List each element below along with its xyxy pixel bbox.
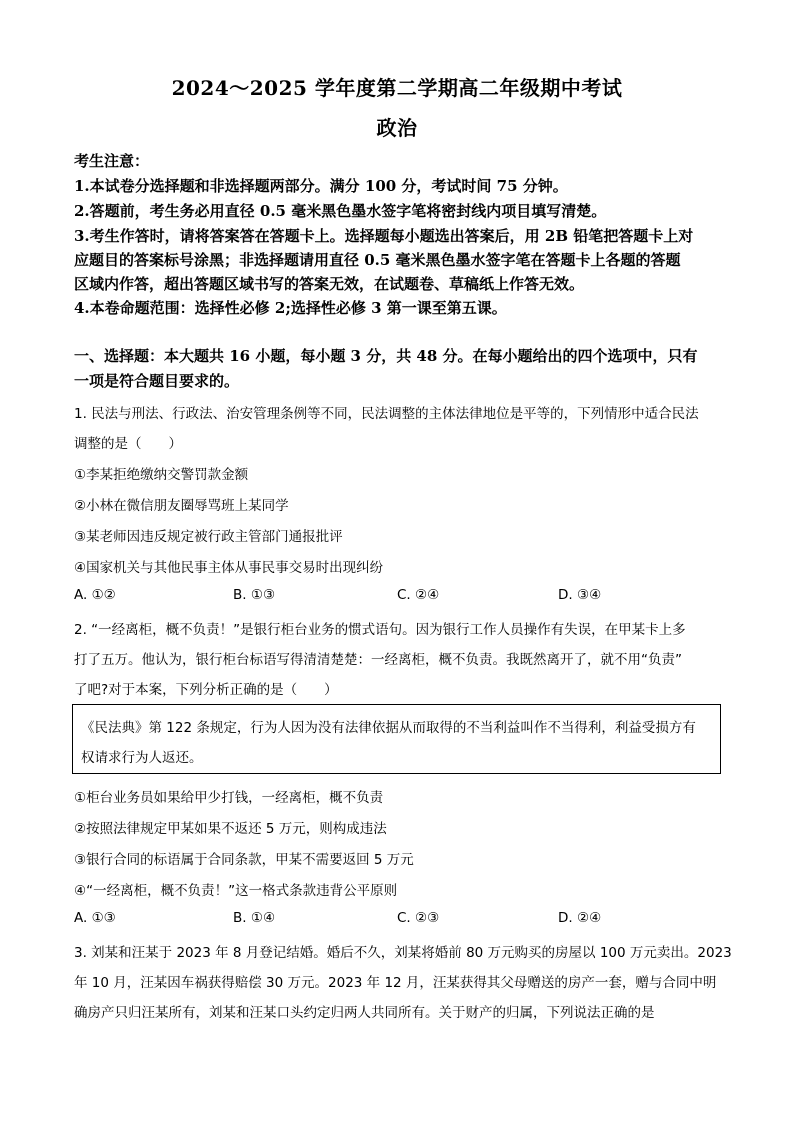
option-d: D. ③④ — [558, 587, 602, 603]
option-d: D. ②④ — [558, 910, 602, 926]
question-2-item: ①柜台业务员如果给甲少打钱，一经离柜，概不负责 — [74, 790, 384, 806]
question-2-item: ③银行合同的标语属于合同条款，甲某不需要返回 5 万元 — [74, 852, 414, 868]
question-1-item: ①李某拒绝缴纳交警罚款金额 — [74, 467, 249, 483]
option-b: B. ①④ — [233, 910, 276, 926]
quote-box — [72, 704, 721, 774]
question-3-stem: 年 10 月，汪某因车祸获得赔偿 30 万元。2023 年 12 月，汪某获得其父母赠送的房产一套，赠与合同中明 — [74, 975, 717, 991]
notice-item: 应题目的答案标号涂黑；非选择题请用直径 0.5 毫米黑色墨水签字笔在答题卡上各题的答题 — [74, 251, 681, 269]
section-heading: 一、选择题：本大题共 16 小题，每小题 3 分，共 48 分。在每小题给出的四个选项中，只有 — [74, 347, 698, 365]
question-2-item: ④“一经离柜，概不负责！”这一格式条款违背公平原则 — [74, 883, 398, 899]
question-1-item: ④国家机关与其他民事主体从事民事交易时出现纠纷 — [74, 560, 384, 576]
question-2-stem: 了吧?对于本案，下列分析正确的是（ ） — [74, 682, 338, 698]
question-2-item: ②按照法律规定甲某如果不返还 5 万元，则构成违法 — [74, 821, 387, 837]
option-c: C. ②④ — [397, 587, 440, 603]
question-3-stem: 确房产只归汪某所有，刘某和汪某口头约定归两人共同所有。关于财产的归属，下列说法正确的是 — [74, 1005, 655, 1021]
question-1-stem: 调整的是（ ） — [74, 436, 182, 452]
subject-title: 政治 — [376, 116, 418, 140]
option-c: C. ②③ — [397, 910, 440, 926]
notice-item: 1.本试卷分选择题和非选择题两部分。满分 100 分，考试时间 75 分钟。 — [74, 177, 568, 195]
option-a: A. ①③ — [74, 910, 116, 926]
quote-line: 权请求行为人返还。 — [81, 750, 203, 766]
question-1-stem: 1. 民法与刑法、行政法、治安管理条例等不同，民法调整的主体法律地位是平等的，下列情形中适合民法 — [74, 406, 699, 422]
notice-item: 2.答题前，考生务必用直径 0.5 毫米黑色墨水签字笔将密封线内项目填写清楚。 — [74, 202, 607, 220]
notice-item: 区域内作答，超出答题区域书写的答案无效，在试题卷、草稿纸上作答无效。 — [74, 275, 585, 293]
question-1-item: ②小林在微信朋友圈辱骂班上某同学 — [74, 498, 289, 514]
option-a: A. ①② — [74, 587, 116, 603]
notice-heading: 考生注意： — [74, 152, 150, 170]
quote-line: 《民法典》第 122 条规定，行为人因为没有法律依据从而取得的不当利益叫作不当得利，利益受损方有 — [81, 720, 696, 736]
notice-item: 3.考生作答时，请将答案答在答题卡上。选择题每小题选出答案后，用 2B 铅笔把答题卡上对 — [74, 227, 694, 245]
exam-title: 2024～2025 学年度第二学期高二年级期中考试 — [171, 76, 623, 100]
question-1-item: ③某老师因违反规定被行政主管部门通报批评 — [74, 529, 343, 545]
section-heading: 一项是符合题目要求的。 — [74, 372, 240, 390]
option-b: B. ①③ — [233, 587, 276, 603]
question-2-stem: 2. “一经离柜，概不负责！”是银行柜台业务的惯式语句。因为银行工作人员操作有失误，在甲某卡上多 — [74, 622, 686, 638]
notice-item: 4.本卷命题范围：选择性必修 2;选择性必修 3 第一课至第五课。 — [74, 299, 507, 317]
question-3-stem: 3. 刘某和汪某于 2023 年 8 月登记结婚。婚后不久，刘某将婚前 80 万元购买的房屋以 100 万元卖出。2023 — [74, 945, 732, 961]
question-2-stem: 打了五万。他认为，银行柜台标语写得清清楚楚：一经离柜，概不负责。我既然离开了，就不用“负责” — [74, 652, 682, 668]
